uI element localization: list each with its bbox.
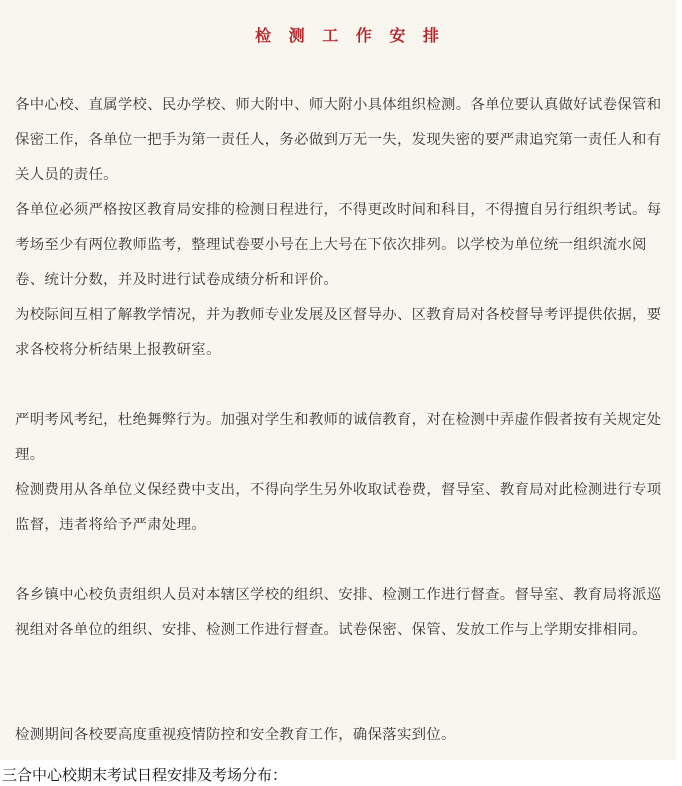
paragraph-organization: 各中心校、直属学校、民办学校、师大附中、师大附小具体组织检测。各单位要认真做好试卷保管和保密工作，各单位一把手为第一责任人，务必做到万无一失，发现失密的要严肃追究第一责任人和有关人员的责任。 — [15, 97, 662, 183]
paragraph-fees: 检测费用从各单位义保经费中支出，不得向学生另外收取试卷费，督导室、教育局对此检测进行专项监督，违者将给予严肃处理。 — [15, 482, 662, 533]
section-title: 检 测 工 作 安 排 — [255, 26, 445, 45]
paragraph-safety: 检测期间各校要高度重视疫情防控和安全教育工作，确保落实到位。 — [15, 727, 456, 743]
paragraph-inspection: 各乡镇中心校负责组织人员对本辖区学校的组织、安排、检测工作进行督查。督导室、教育局将派巡视组对各单位的组织、安排、检测工作进行督查。试卷保密、保管、发放工作与上学期安排相同。 — [15, 587, 662, 638]
paragraph-discipline: 严明考风考纪，杜绝舞弊行为。加强对学生和教师的诚信教育，对在检测中弄虚作假者按有关规定处理。 — [15, 412, 662, 463]
paragraph-schedule: 各单位必须严格按区教育局安排的检测日程进行，不得更改时间和科目，不得擅自另行组织考试。每考场至少有两位教师监考，整理试卷要小号在上大号在下依次排列。以学校为单位统一组织流水阅卷、统计分数，并及时进行试卷成绩分析和评价。 — [15, 202, 662, 288]
schedule-heading: 三合中心校期末考试日程安排及考场分布： — [2, 766, 288, 784]
paragraph-analysis: 为校际间互相了解教学情况，并为教师专业发展及区督导办、区教育局对各校督导考评提供依据，要求各校将分析结果上报教研室。 — [15, 307, 662, 358]
